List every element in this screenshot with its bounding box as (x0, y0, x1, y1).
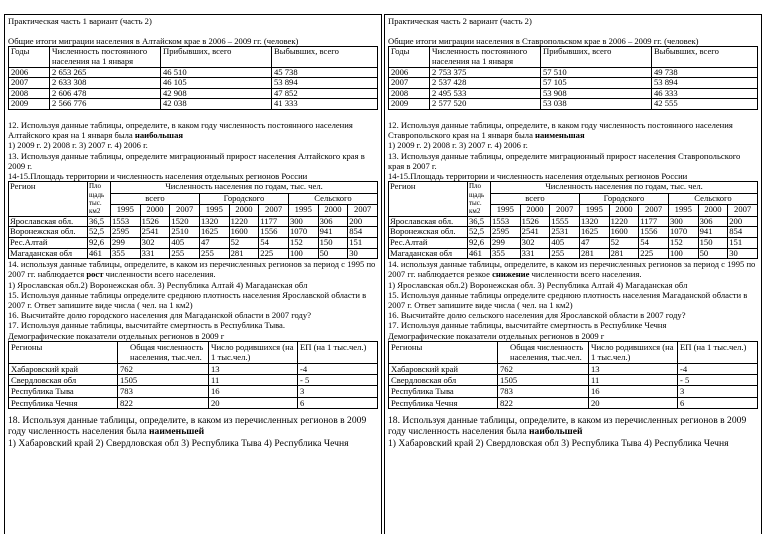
header-cell: Сельского (668, 193, 757, 205)
table-row (9, 397, 378, 408)
table-cell: 355 (111, 248, 141, 259)
table-cell: 300 (668, 216, 698, 227)
table-row (9, 216, 378, 227)
table-cell: 2531 (550, 227, 580, 238)
table-cell: 255 (550, 248, 580, 259)
demography-table (388, 341, 758, 409)
table-cell: 783 (118, 386, 209, 397)
table-cell: 281 (609, 248, 639, 259)
table-row (389, 227, 758, 238)
table-cell: 2 753 375 (430, 67, 541, 78)
table-cell: Рес.Алтай (9, 238, 88, 249)
table-cell: 1556 (639, 227, 669, 238)
table-cell: 2541 (140, 227, 170, 238)
table-cell: Республика Тыва (389, 386, 498, 397)
table-row (389, 386, 758, 397)
table-cell: 52,5 (88, 227, 111, 238)
table-cell: 50 (318, 248, 348, 259)
year-header-cell: 2000 (698, 205, 728, 217)
question-17: 17. Используя данные таблицы, высчитайте смертность в Республике Чечня (388, 320, 667, 331)
table-cell: 300 (288, 216, 318, 227)
table-cell: 355 (491, 248, 521, 259)
question-14-options: 1) Ярославская обл.2) Воронежская обл. 3) Республика Алтай 4) Магаданская обл (388, 279, 688, 290)
table-cell: 822 (118, 397, 209, 408)
table-cell: 1070 (288, 227, 318, 238)
table-cell: 46 105 (161, 78, 272, 89)
table-cell: 225 (259, 248, 289, 259)
table-cell: 46 333 (652, 88, 758, 99)
table-cell: 2008 (389, 88, 430, 99)
table-cell: 302 (520, 238, 550, 249)
table-cell: 152 (668, 238, 698, 249)
header-cell: Численность постоянного населения на 1 января (50, 47, 161, 67)
table-cell: Ярославская обл. (9, 216, 88, 227)
table-cell: 53 894 (272, 78, 378, 89)
table-row (389, 375, 758, 386)
header-cell: Прибывших, всего (541, 47, 652, 67)
table-cell: 47 (579, 238, 609, 249)
year-header-cell: 2007 (728, 205, 758, 217)
table-cell: 13 (589, 363, 678, 374)
table-cell: Свердловская обл (389, 375, 498, 386)
table-cell: Республика Тыва (9, 386, 118, 397)
question-18: 18. Используя данные таблицы, определите, в каком из перечисленных регионов в 2009 году численность населения была наибольшей (388, 415, 747, 438)
header-cell: Прибывших, всего (161, 47, 272, 67)
table-cell: 1556 (259, 227, 289, 238)
variant-2-column (384, 14, 762, 534)
header-cell: Годы (389, 47, 430, 67)
header-cell: Численность населения по годам, тыс. чел. (111, 182, 378, 194)
question-12: 12. Используя данные таблицы, определите, в каком году численность постоянного населения Алтайского края на 1 января была наибольшая (8, 119, 353, 141)
table-row (9, 99, 378, 110)
year-header-cell: 1995 (579, 205, 609, 217)
table-cell: 152 (288, 238, 318, 249)
year-header-cell: 1995 (491, 205, 521, 217)
table-cell: 49 738 (652, 67, 758, 78)
year-header-cell: 1995 (111, 205, 141, 217)
header-cell: всего (111, 193, 200, 205)
table-cell: 1526 (520, 216, 550, 227)
area-population-table (388, 181, 758, 259)
header-cell: Пло щадь тыс. км2 (88, 182, 111, 217)
table-cell: 52 (609, 238, 639, 249)
table-row (389, 238, 758, 249)
question-17: 17. Используя данные таблицы, высчитайте смертность в Республика Тыва. (8, 320, 286, 331)
table-cell: Рес.Алтай (389, 238, 468, 249)
table-cell: 822 (498, 397, 589, 408)
year-header-cell: 2000 (609, 205, 639, 217)
table-header-row (9, 341, 378, 363)
table-cell: 306 (698, 216, 728, 227)
year-header-cell: 2007 (259, 205, 289, 217)
table-cell: Воронежская обл. (9, 227, 88, 238)
table-header-row (9, 182, 378, 194)
question-18-options: 1) Хабаровский край 2) Свердловская обл 3) Республика Тыва 4) Республика Чечня (8, 437, 349, 449)
table-cell: 20 (589, 397, 678, 408)
table-cell: 53 894 (652, 78, 758, 89)
table-cell: 151 (728, 238, 758, 249)
table-row (9, 248, 378, 259)
table-cell: 100 (668, 248, 698, 259)
header-cell: Общая численность населения, тыс.чел. (118, 341, 209, 363)
demography-table (8, 341, 378, 409)
table-cell: 762 (498, 363, 589, 374)
table-cell: 2006 (389, 67, 430, 78)
table-cell: 331 (140, 248, 170, 259)
table-cell: 57 105 (541, 78, 652, 89)
table-cell: 281 (229, 248, 259, 259)
table-row (9, 78, 378, 89)
table-row (9, 67, 378, 78)
header-cell: всего (491, 193, 580, 205)
table-cell: 41 333 (272, 99, 378, 110)
table-cell: 1220 (229, 216, 259, 227)
table-cell: 1520 (170, 216, 200, 227)
table-row (389, 248, 758, 259)
table-cell: 200 (728, 216, 758, 227)
table-cell: 57 510 (541, 67, 652, 78)
table-cell: 42 038 (161, 99, 272, 110)
table-cell: 53 038 (541, 99, 652, 110)
table-cell: 1555 (550, 216, 580, 227)
table-cell: 2 577 520 (430, 99, 541, 110)
table-cell: 42 908 (161, 88, 272, 99)
table-header-row (9, 47, 378, 67)
table-cell: 11 (209, 375, 298, 386)
table-cell: 52 (229, 238, 259, 249)
table-cell: 47 (199, 238, 229, 249)
table-cell: 42 555 (652, 99, 758, 110)
table-cell: 255 (199, 248, 229, 259)
header-cell: Численность постоянного населения на 1 января (430, 47, 541, 67)
question-18-options: 1) Хабаровский край 2) Свердловская обл 3) Республика Тыва 4) Республика Чечня (388, 437, 729, 449)
table-cell: 405 (170, 238, 200, 249)
header-cell: Число родившихся (на 1 тыс.чел.) (589, 341, 678, 363)
table-cell: 150 (318, 238, 348, 249)
table-cell: 1177 (639, 216, 669, 227)
table-cell: 54 (259, 238, 289, 249)
table-cell: 2009 (389, 99, 430, 110)
question-15: 15. Используя данные таблицы определите среднюю плотность населения Ярославской области в 2007 г. Ответ запишите виде числа ( чел. на 1 км2) (8, 289, 367, 310)
year-header-cell: 1995 (668, 205, 698, 217)
question-16: 16. Высчитайте долю городского населения для Магаданской области в 2007 году? (8, 310, 312, 321)
table-cell: Магаданская обл (389, 248, 468, 259)
table-cell: -4 (298, 363, 378, 374)
table-row (389, 67, 758, 78)
table-cell: 36,5 (88, 216, 111, 227)
header-cell: Регион (389, 182, 468, 217)
table-cell: 2595 (491, 227, 521, 238)
table-cell: 50 (698, 248, 728, 259)
table-cell: 225 (639, 248, 669, 259)
table-cell: 13 (209, 363, 298, 374)
table-cell: 16 (209, 386, 298, 397)
table-cell: 1553 (491, 216, 521, 227)
header-cell: Регионы (389, 341, 498, 363)
table-row (389, 216, 758, 227)
table-cell: Свердловская обл (9, 375, 118, 386)
table-row (389, 88, 758, 99)
table-cell: 331 (520, 248, 550, 259)
table-cell: 1505 (498, 375, 589, 386)
year-header-cell: 2007 (170, 205, 200, 217)
header-cell: Городского (579, 193, 668, 205)
header-cell: Сельского (288, 193, 377, 205)
table-cell: 1505 (118, 375, 209, 386)
table-cell: -4 (678, 363, 758, 374)
table-cell: 306 (318, 216, 348, 227)
table-cell: 30 (728, 248, 758, 259)
year-header-cell: 1995 (199, 205, 229, 217)
header-cell: Регион (9, 182, 88, 217)
table-cell: Магаданская обл (9, 248, 88, 259)
year-header-cell: 2000 (520, 205, 550, 217)
table-cell: 1526 (140, 216, 170, 227)
question-14-options: 1) Ярославская обл.2) Воронежская обл. 3) Республика Алтай 4) Магаданская обл (8, 279, 308, 290)
table-cell: 1320 (199, 216, 229, 227)
table-cell: 45 738 (272, 67, 378, 78)
table-cell: 854 (348, 227, 378, 238)
table-cell: 1320 (579, 216, 609, 227)
migration-table-title: Общие итоги миграции населения в Алтайском крае в 2006 – 2009 гг. (человек) (8, 36, 299, 47)
table-cell: 200 (348, 216, 378, 227)
table-cell: 6 (678, 397, 758, 408)
table-cell: 299 (491, 238, 521, 249)
table-cell: 2009 (9, 99, 50, 110)
table-cell: 16 (589, 386, 678, 397)
table-cell: Хабаровский край (389, 363, 498, 374)
table-header-row (389, 182, 758, 194)
table-cell: 46 510 (161, 67, 272, 78)
table-cell: 2 495 533 (430, 88, 541, 99)
area-table-title: 14-15.Площадь территории и численность населения отдельных регионов России (8, 170, 308, 181)
question-13: 13. Используя данные таблицы, определите миграционный прирост населения Ставропольского края в 2007 г. (388, 150, 741, 171)
table-cell: 47 852 (272, 88, 378, 99)
table-cell: - 5 (298, 375, 378, 386)
table-cell: 6 (298, 397, 378, 408)
table-cell: 1177 (259, 216, 289, 227)
table-cell: 461 (468, 248, 491, 259)
table-cell: 941 (698, 227, 728, 238)
migration-table (388, 46, 758, 110)
table-cell: 1553 (111, 216, 141, 227)
table-cell: 2541 (520, 227, 550, 238)
table-row (9, 227, 378, 238)
table-cell: Республика Чечня (9, 397, 118, 408)
table-cell: - 5 (678, 375, 758, 386)
table-cell: 2006 (9, 67, 50, 78)
variant-title: Практическая часть 2 вариант (часть 2) (388, 16, 532, 26)
table-cell: 302 (140, 238, 170, 249)
table-cell: 854 (728, 227, 758, 238)
table-cell: Ярославская обл. (389, 216, 468, 227)
demography-table-title: Демографические показатели отдельных регионов в 2009 г (8, 330, 225, 341)
header-cell: Регионы (9, 341, 118, 363)
table-cell: 100 (288, 248, 318, 259)
header-cell: Выбывших, всего (652, 47, 758, 67)
table-cell: 92,6 (468, 238, 491, 249)
table-cell: 1600 (229, 227, 259, 238)
table-header-row (389, 341, 758, 363)
table-row (389, 397, 758, 408)
variant-1-column (4, 14, 382, 534)
table-cell: 3 (678, 386, 758, 397)
table-cell: 3 (298, 386, 378, 397)
question-13: 13. Используя данные таблицы, определите миграционный прирост населения Алтайского края в 2009 г. (8, 150, 365, 171)
table-cell: 30 (348, 248, 378, 259)
table-cell: 20 (209, 397, 298, 408)
area-population-table (8, 181, 378, 259)
header-cell: ЕП (на 1 тыс.чел.) (678, 341, 758, 363)
table-cell: 2 566 776 (50, 99, 161, 110)
header-cell: Годы (9, 47, 50, 67)
table-cell: 2 537 428 (430, 78, 541, 89)
header-cell: Численность населения по годам, тыс. чел. (491, 182, 758, 194)
table-cell: Хабаровский край (9, 363, 118, 374)
table-cell: 150 (698, 238, 728, 249)
table-cell: 11 (589, 375, 678, 386)
table-row (9, 88, 378, 99)
table-cell: 762 (118, 363, 209, 374)
table-row (389, 363, 758, 374)
table-cell: Воронежская обл. (389, 227, 468, 238)
table-cell: 151 (348, 238, 378, 249)
table-cell: 53 908 (541, 88, 652, 99)
year-header-cell: 2000 (318, 205, 348, 217)
year-header-cell: 1995 (288, 205, 318, 217)
header-cell: ЕП (на 1 тыс.чел.) (298, 341, 378, 363)
table-cell: 1625 (199, 227, 229, 238)
migration-table-title: Общие итоги миграции населения в Ставропольском крае в 2006 – 2009 гг. (человек) (388, 36, 699, 47)
table-cell: 2595 (111, 227, 141, 238)
table-cell: Республика Чечня (389, 397, 498, 408)
area-table-title: 14-15.Площадь территории и численность населения отдельных регионов России (388, 170, 688, 181)
table-cell: 405 (550, 238, 580, 249)
table-row (389, 78, 758, 89)
table-cell: 2 606 478 (50, 88, 161, 99)
question-12-options: 1) 2009 г. 2) 2008 г. 3) 2007 г. 4) 2006 г. (388, 140, 528, 151)
table-cell: 2008 (9, 88, 50, 99)
table-row (389, 99, 758, 110)
table-cell: 52,5 (468, 227, 491, 238)
header-cell: Число родившихся (на 1 тыс.чел.) (209, 341, 298, 363)
table-row (9, 363, 378, 374)
year-header-cell: 2007 (639, 205, 669, 217)
table-cell: 1220 (609, 216, 639, 227)
table-row (9, 375, 378, 386)
question-16: 16. Высчитайте долю сельского населения для Ярославской области в 2007 году? (388, 310, 686, 321)
table-header-row (389, 47, 758, 67)
table-cell: 1070 (668, 227, 698, 238)
variant-title: Практическая часть 1 вариант (часть 2) (8, 16, 152, 26)
table-cell: 299 (111, 238, 141, 249)
question-12: 12. Используя данные таблицы, определите, в каком году численность постоянного населения Ставропольского края на 1 января была наименьшая (388, 119, 733, 141)
migration-table (8, 46, 378, 110)
header-cell: Общая численность населения, тыс.чел. (498, 341, 589, 363)
table-cell: 2007 (9, 78, 50, 89)
year-header-cell: 2000 (229, 205, 259, 217)
table-cell: 783 (498, 386, 589, 397)
table-row (9, 386, 378, 397)
table-cell: 54 (639, 238, 669, 249)
table-cell: 92,6 (88, 238, 111, 249)
question-12-options: 1) 2009 г. 2) 2008 г. 3) 2007 г. 4) 2006 г. (8, 140, 148, 151)
table-cell: 1625 (579, 227, 609, 238)
header-cell: Пло щадь тыс. км2 (468, 182, 491, 217)
table-cell: 941 (318, 227, 348, 238)
table-cell: 2 653 265 (50, 67, 161, 78)
table-cell: 461 (88, 248, 111, 259)
table-cell: 2 633 308 (50, 78, 161, 89)
table-cell: 281 (579, 248, 609, 259)
year-header-cell: 2007 (550, 205, 580, 217)
header-cell: Городского (199, 193, 288, 205)
year-header-cell: 2000 (140, 205, 170, 217)
year-header-cell: 2007 (348, 205, 378, 217)
table-cell: 255 (170, 248, 200, 259)
question-15: 15. Используя данные таблицы определите среднюю плотность населения Магаданской области в 2007 г. Ответ запишите виде числа ( чел. на 1 км2) (388, 289, 748, 310)
question-14: 14. используя данные таблицы, определите, в каком из перечисленных регионов за период с 1995 по 2007 гг. наблюдается резкое снижение численности всего населения. (388, 259, 756, 280)
table-row (9, 238, 378, 249)
table-cell: 36,5 (468, 216, 491, 227)
question-18: 18. Используя данные таблицы, определите, в каком из перечисленных регионов в 2009 году численность населения была наименьшей (8, 415, 367, 438)
header-cell: Выбывших, всего (272, 47, 378, 67)
table-cell: 1600 (609, 227, 639, 238)
table-cell: 2007 (389, 78, 430, 89)
table-cell: 2510 (170, 227, 200, 238)
question-14: 14. используя данные таблицы, определите, в каком из перечисленных регионов за период с 1995 по 2007 гг. наблюдается рост численности всего населения. (8, 259, 376, 280)
demography-table-title: Демографические показатели отдельных регионов в 2009 г (388, 330, 605, 341)
